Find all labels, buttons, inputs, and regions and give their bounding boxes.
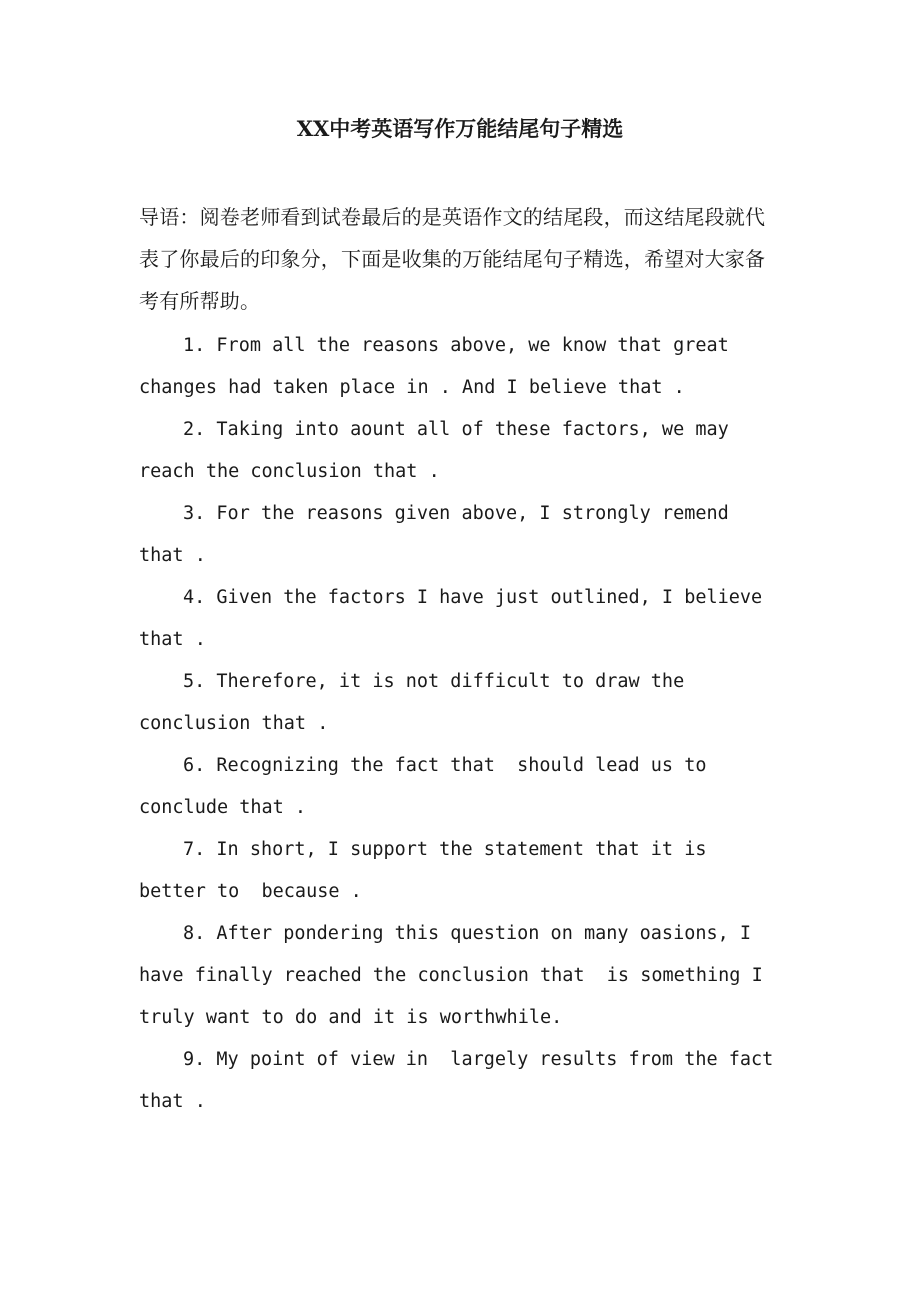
page-title: XX中考英语写作万能结尾句子精选 — [296, 116, 624, 141]
list-item: 7. In short, I support the statement that it is better to because . — [139, 839, 718, 902]
list-item: 1. From all the reasons above, we know that great changes had taken place in . And I believe that . — [139, 335, 740, 398]
list-item: 2. Taking into aount all of these factors, we may reach the conclusion that . — [139, 419, 740, 482]
list-item: 4. Given the factors I have just outlined, I believe that . — [139, 587, 774, 650]
list-item: 6. Recognizing the fact that should lead us to conclude that . — [139, 755, 718, 818]
list-item: 3. For the reasons given above, I strongly remend that . — [139, 503, 740, 566]
sentence-list — [139, 325, 784, 1123]
list-item: 8. After pondering this question on many oasions, I have finally reached the conclusion that is something I truly want to do and it is worthwhile. — [139, 923, 774, 1028]
list-item: 9. My point of view in largely results from the fact that . — [139, 1049, 785, 1112]
list-item: 5. Therefore, it is not difficult to draw the conclusion that . — [139, 671, 696, 734]
intro-paragraph: 导语：阅卷老师看到试卷最后的是英语作文的结尾段，而这结尾段就代表了你最后的印象分，下面是收集的万能结尾句子精选，希望对大家备考有所帮助。 — [139, 205, 766, 313]
